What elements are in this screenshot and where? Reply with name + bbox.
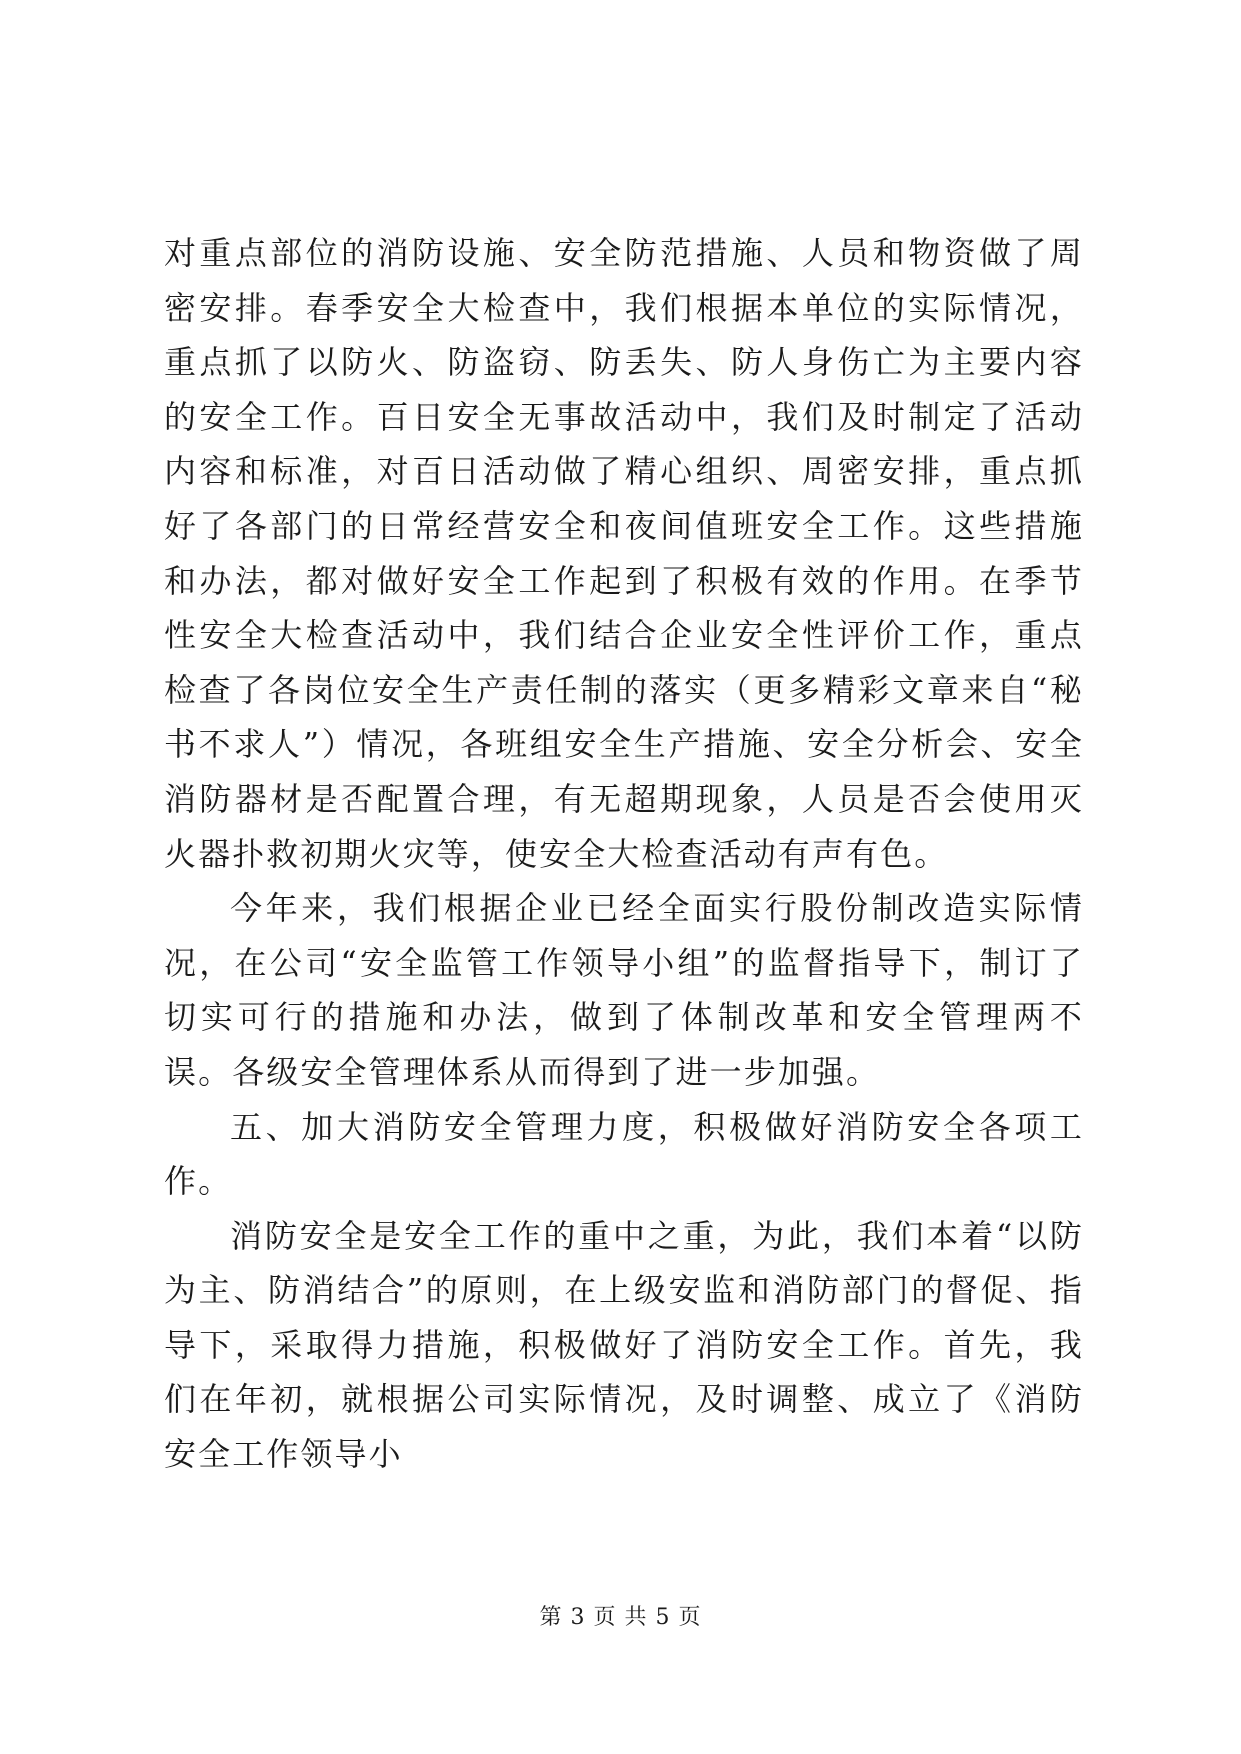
page-footer: 第 3 页 共 5 页 bbox=[539, 1605, 702, 1630]
paragraph-continued: 对重点部位的消防设施、安全防范措施、人员和物资做了周密安排。春季安全大检查中，我们根据本单位的实际情况，重点抓了以防火、防盗窃、防丢失、防人身伤亡为主要内容的安全工作。百日安全无事故活动中，我们及时制定了活动内容和标准，对百日活动做了精心组织、周密安排，重点抓好了各部门的日常经营安全和夜间值班安全工作。这些措施和办法，都对做好安全工作起到了积极有效的作用。在季节性安全大检查活动中，我们结合企业安全性评价工作，重点检查了各岗位安全生产责任制的落实（更多精彩文章来自“秘书不求人”）情况，各班组安全生产措施、安全分析会、安全消防器材是否配置合理，有无超期现象，人员是否会使用灭火器扑救初期火灾等，使安全大检查活动有声有色。 bbox=[164, 234, 1084, 873]
section-heading: 五、加大消防安全管理力度，积极做好消防安全各项工作。 bbox=[164, 1107, 1084, 1201]
paragraph: 消防安全是安全工作的重中之重，为此，我们本着“以防为主、防消结合”的原则，在上级安监和消防部门的督促、指导下，采取得力措施，积极做好了消防安全工作。首先，我们在年初，就根据公司实际情况，及时调整、成立了《消防安全工作领导小 bbox=[164, 1216, 1084, 1474]
paragraph: 今年来，我们根据企业已经全面实行股份制改造实际情况，在公司“安全监管工作领导小组”的监督指导下，制订了切实可行的措施和办法，做到了体制改革和安全管理两不误。各级安全管理体系从而得到了进一步加强。 bbox=[164, 889, 1084, 1091]
body-text bbox=[164, 226, 1084, 1482]
